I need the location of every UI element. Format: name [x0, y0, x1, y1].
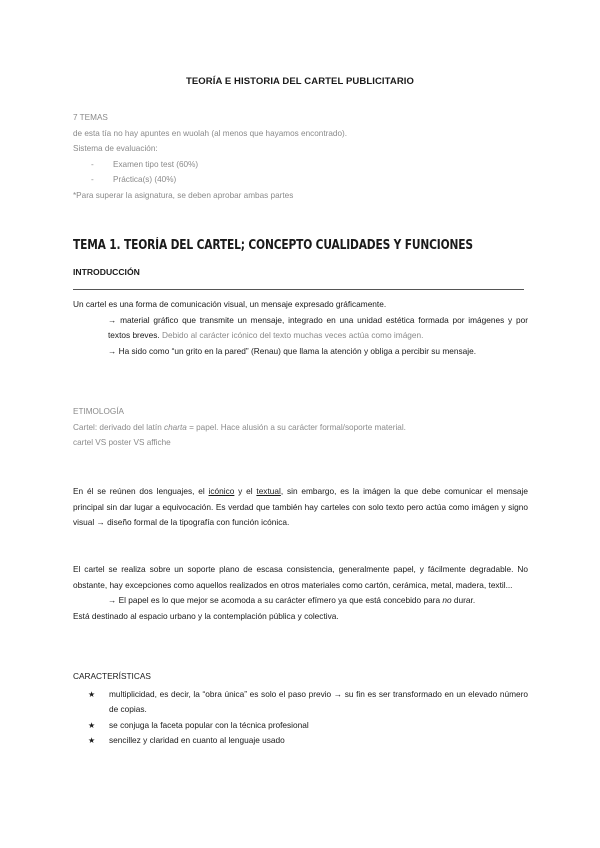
star-icon: ★ [88, 689, 96, 699]
list-item: ★ multiplicidad, es decir, la “obra única” es solo el paso previo → su fin es ser transformado en un elevado número de copias. [88, 688, 528, 714]
characteristics-list [73, 687, 528, 749]
star-icon: ★ [88, 720, 96, 730]
etymology-section [73, 404, 528, 451]
urban-space-line: Está destinado al espacio urbano y la contemplación pública y colectiva. [73, 610, 339, 621]
etymology-comparison: cartel VS poster VS affiche [73, 438, 171, 447]
support-paragraph: El cartel se realiza sobre un soporte plano de escasa consistencia, generalmente papel, y fácilmente degradable. No obstante, hay excepciones como aquellos realizados en otros materiales como cartón, cerámica, metal, madera, textil... → El papel es lo que mejor se acomoda a su carácter efímero ya que está concebido para no durar. Está destinado al espacio urbano y la contemplación pública y colectiva. [73, 562, 528, 624]
characteristics-section [73, 669, 528, 749]
characteristics-heading: CARACTERÍSTICAS [73, 671, 151, 681]
evaluation-footnote: *Para superar la asignatura, se deben aprobar ambas partes [73, 190, 294, 200]
heading-divider [73, 289, 524, 290]
course-meta [73, 110, 528, 203]
definition-subpoint: → material gráfico que transmite un mensaje, integrado en una unidad estética formada por imágenes y por textos breves. Debido al carácter icónico del texto muchas veces actúa como imágen. [108, 314, 528, 340]
dash-marker: - [91, 175, 94, 184]
evaluation-item: - Examen tipo test (60%) [73, 157, 528, 173]
document-title: TEORÍA E HISTORIA DEL CARTEL PUBLICITARIO [185, 76, 415, 87]
etymology-heading: ETIMOLOGÍA [73, 407, 124, 416]
evaluation-label: Sistema de evaluación: [73, 144, 158, 153]
star-icon: ★ [88, 736, 96, 745]
definition-subpoint: → Ha sido como “un grito en la pared” (Renau) que llama la atención y obliga a percibir su mensaje. [108, 345, 477, 356]
notes-remark: de esta tía no hay apuntes en wuolah (al menos que hayamos encontrado). [73, 128, 348, 138]
iconic-term: icónico [208, 486, 235, 496]
list-item: ★ se conjuga la faceta popular con la técnica profesional [73, 718, 528, 734]
evaluation-item: - Práctica(s) (40%) [73, 172, 528, 188]
introduction-heading: INTRODUCCIÓN [73, 267, 140, 277]
etymology-line: Cartel: derivado del latín charta = papel. Hace alusión a su carácter formal/soporte material. [73, 422, 406, 432]
section-title: TEMA 1. TEORÍA DEL CARTEL; CONCEPTO CUALIDADES Y FUNCIONES [73, 238, 473, 253]
support-subpoint: → El papel es lo que mejor se acomoda a su carácter efímero ya que está concebido para no durar. [108, 595, 476, 605]
definition-line: Un cartel es una forma de comunicación visual, un mensaje expresado gráficamente. [73, 299, 387, 309]
topics-count: 7 TEMAS [73, 113, 108, 122]
dash-marker: - [91, 159, 94, 169]
definition-paragraph [73, 297, 528, 359]
languages-paragraph: En él se reúnen dos lenguajes, el icónico y el textual, sin embargo, es la imágen la que debe comunicar el mensaje principal sin dar lugar a equivocación. Es verdad que también hay carteles con solo texto pero actúa como imágen y signo visual → diseño formal de la tipografía con función icónica. [73, 486, 528, 527]
list-item: ★ sencillez y claridad en cuanto al lenguaje usado [73, 733, 528, 749]
textual-term: textual [256, 486, 281, 496]
